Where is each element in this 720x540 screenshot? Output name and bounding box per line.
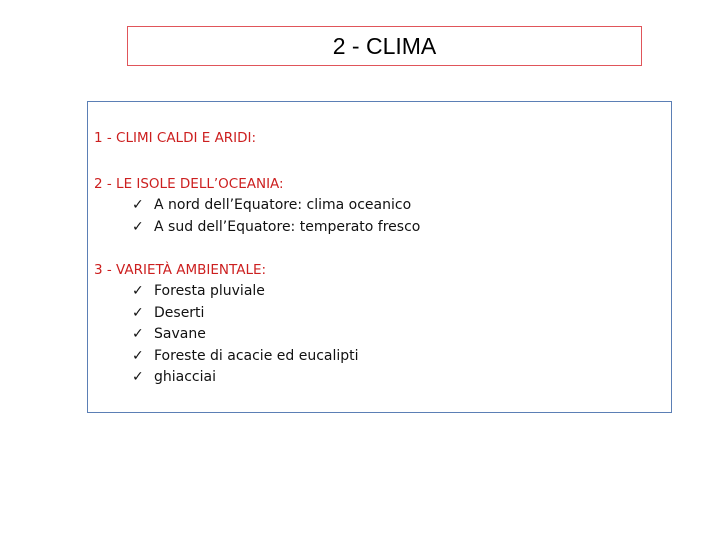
title-box xyxy=(127,26,642,66)
content-box xyxy=(87,101,672,413)
list-item xyxy=(94,217,420,239)
section-climi-caldi xyxy=(94,128,256,149)
section-heading: 3 - VARIETÀ AMBIENTALE: xyxy=(94,262,267,278)
list-item-text: Deserti xyxy=(154,304,205,321)
list-item xyxy=(94,324,359,346)
list-item-text: ghiacciai xyxy=(154,369,216,385)
list-item xyxy=(94,195,420,217)
section-varieta-ambientale xyxy=(94,260,359,389)
slide-title: 2 - CLIMA xyxy=(332,32,437,59)
checkmark-icon: ✓ xyxy=(132,369,144,385)
list-item xyxy=(94,346,359,368)
section-heading: 1 - CLIMI CALDI E ARIDI: xyxy=(94,130,257,146)
checkmark-icon: ✓ xyxy=(132,347,144,364)
list-item xyxy=(94,281,359,303)
checkmark-icon: ✓ xyxy=(132,197,144,213)
list-item-text: A nord dell’Equatore: clima oceanico xyxy=(154,197,412,213)
checkmark-icon: ✓ xyxy=(132,218,144,235)
list-item-text: Savane xyxy=(154,326,206,342)
section-isole-oceania xyxy=(94,174,420,238)
checkmark-icon: ✓ xyxy=(132,283,144,299)
section-heading: 2 - LE ISOLE DELL’OCEANIA: xyxy=(94,176,284,192)
list-item-text: Foresta pluviale xyxy=(154,283,265,299)
list-item xyxy=(94,303,359,325)
list-item-text: A sud dell’Equatore: temperato fresco xyxy=(154,218,421,235)
checkmark-icon: ✓ xyxy=(132,326,144,342)
list-item xyxy=(94,367,359,389)
checkmark-icon: ✓ xyxy=(132,304,144,321)
list-item-text: Foreste di acacie ed eucalipti xyxy=(154,347,359,364)
